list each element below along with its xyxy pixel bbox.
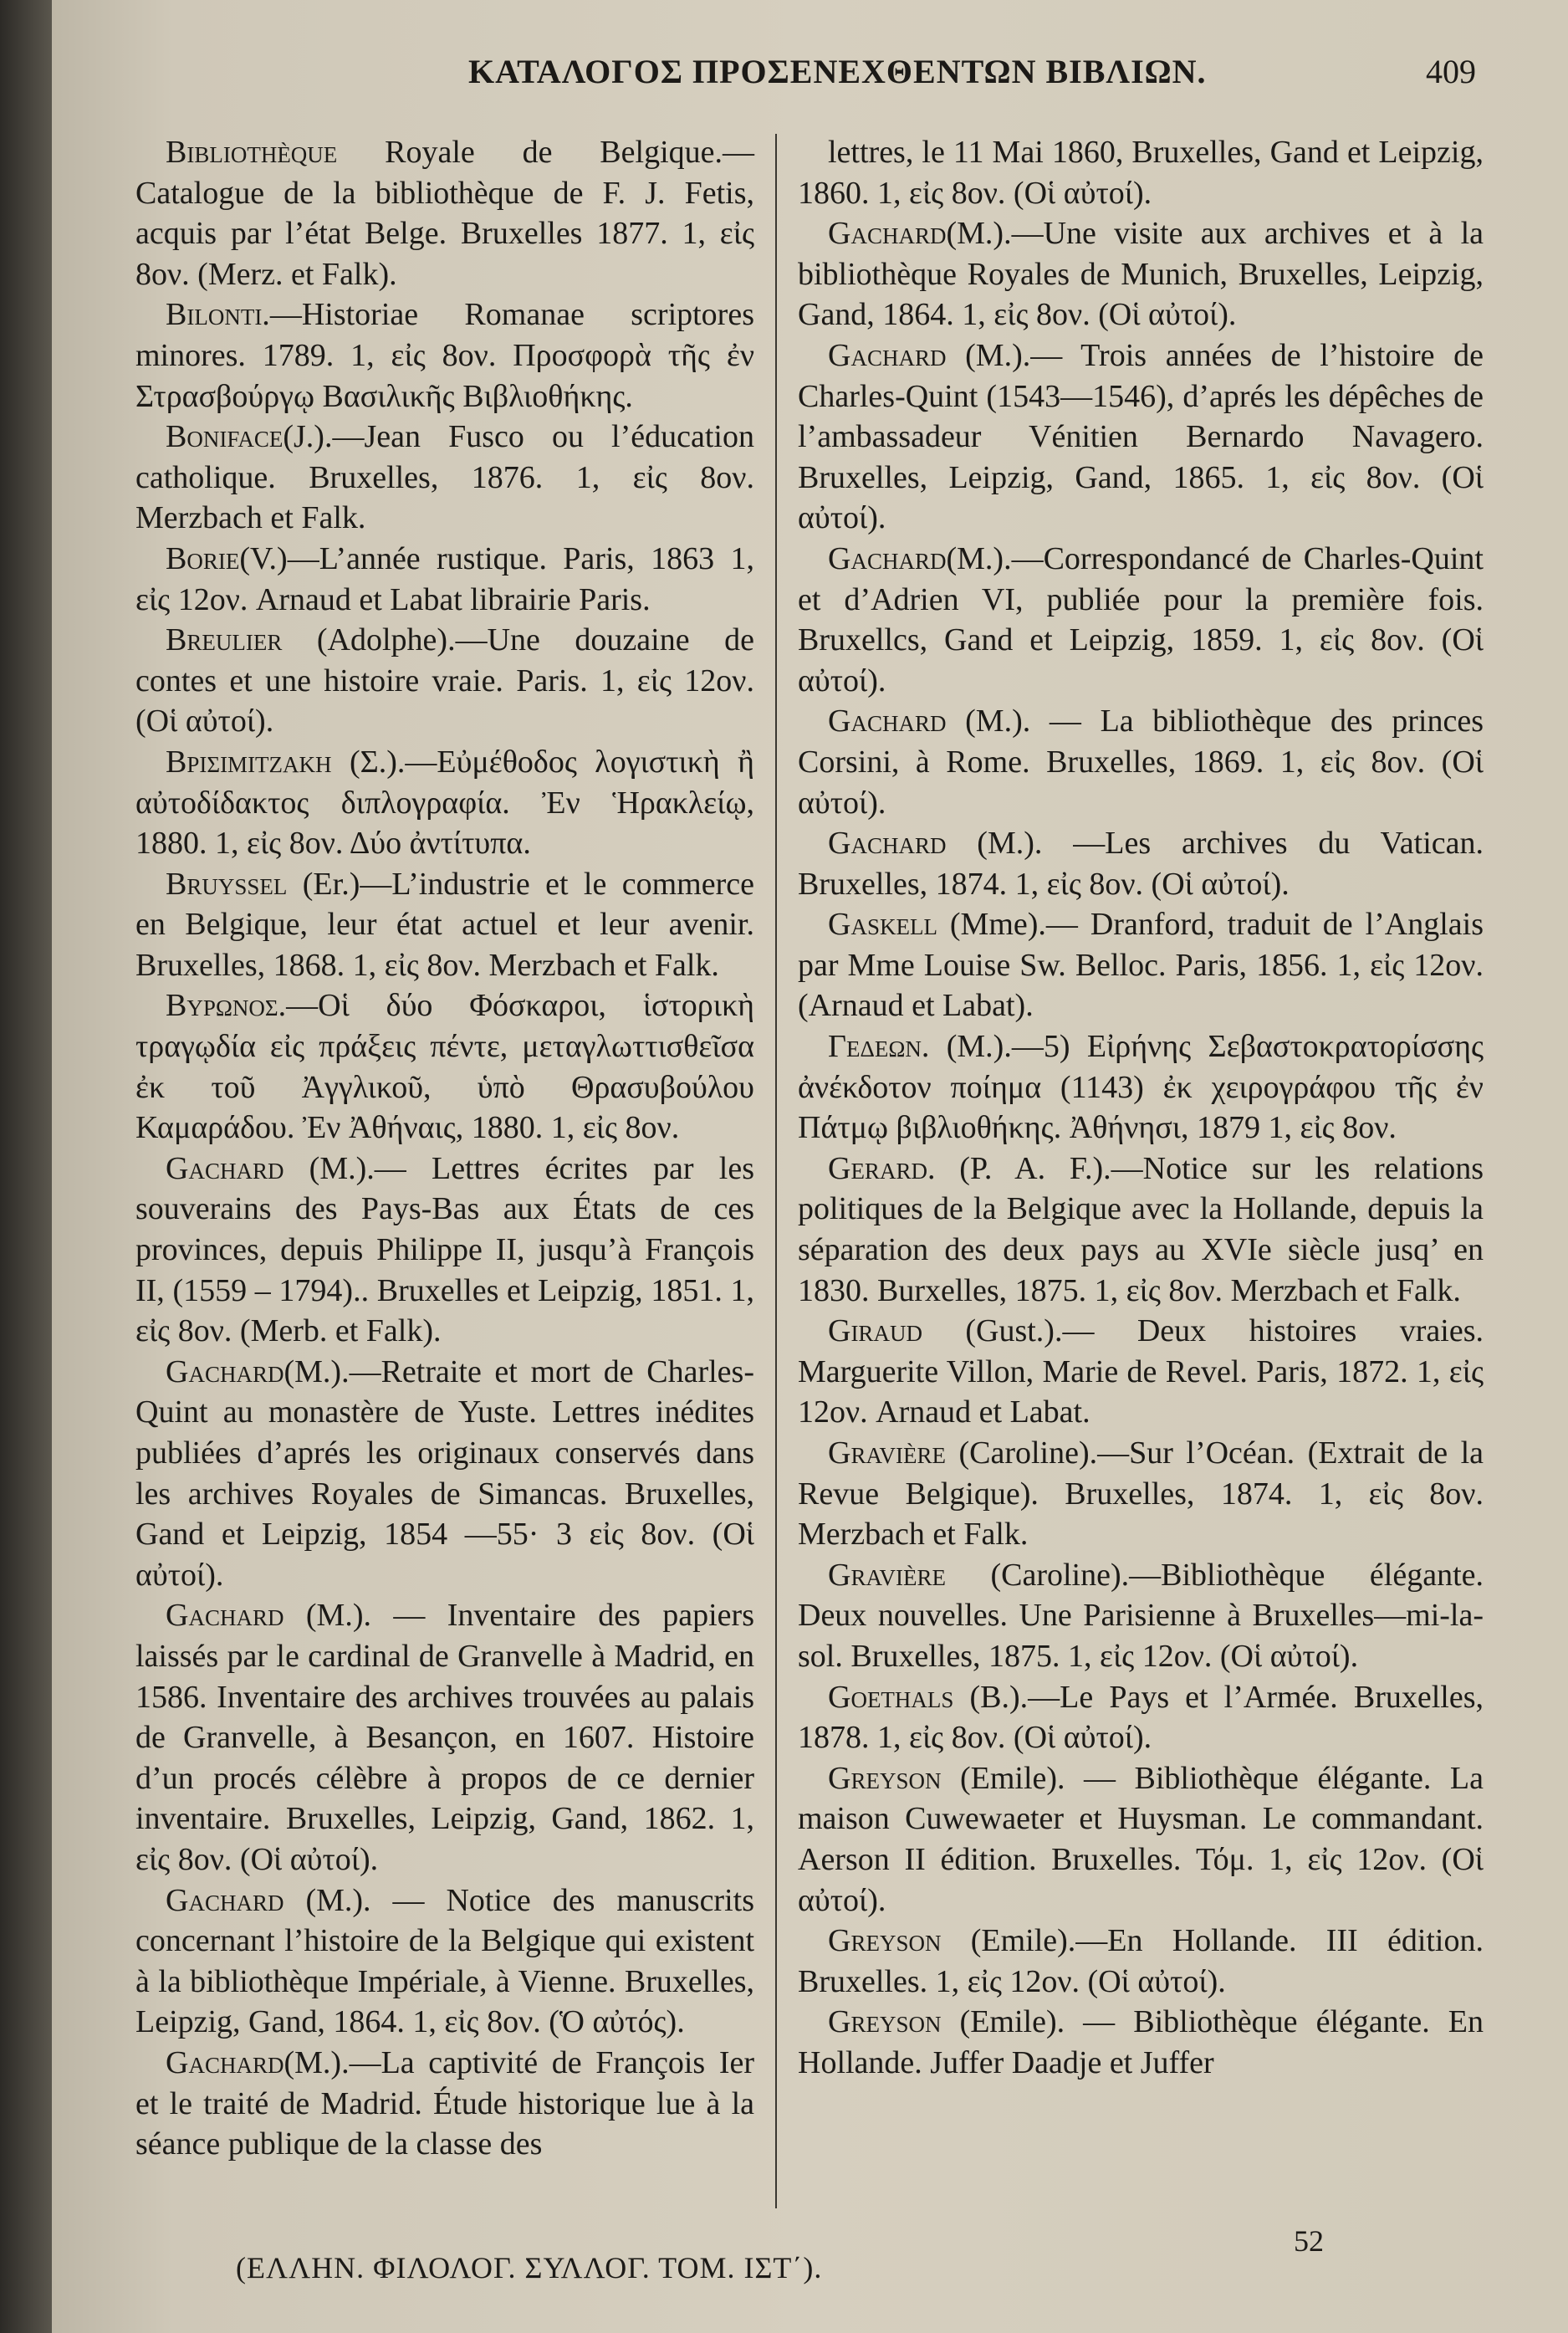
entry-text: (Σ.).—Εὐμέθοδος λογιστικὴ ἢ αὐτοδίδακτος διπλογραφία. Ἐν Ἡρακλείῳ, 1880. 1, εἰς 8ον. Δύο ἀντίτυπα. (135, 744, 754, 862)
entry-text: (J.).—Jean Fusco ou l’éducation catholique. Bruxelles, 1876. 1, εἰς 8ον. Merzbach et Falk. (135, 419, 754, 536)
entry-author: Goethals (828, 1679, 954, 1715)
entry-author: Gachard (828, 337, 947, 373)
catalog-entry (135, 1595, 754, 1880)
entry-text: (M.).—Une visite aux archives et à la bibliothèque Royales de Munich, Bruxelles, Leipzig, Gand, 1864. 1, εἰς 8ον. (Οἱ αὐτοί). (798, 216, 1484, 333)
running-head (52, 52, 1568, 102)
entry-author: Boniface (166, 419, 283, 455)
entry-author: Gravière (828, 1435, 946, 1471)
entry-text: (M.).—Retraite et mort de Charles-Quint au monastère de Yuste. Lettres inédites publiées d’aprés les originaux conservés dans les archives Royales de Simancas. Bruxelles, Gand et Leipzig, 1854 —55· 3 εἰς 8ον. (Οἱ αὐτοί). (135, 1353, 754, 1593)
catalog-entry (135, 985, 754, 1148)
entry-author: Gachard (166, 1150, 284, 1186)
entry-author: Gachard (166, 1598, 284, 1634)
entry-text: (Emile).—En Hollande. III édition. Bruxelles. 1, εἰς 12ον. (Οἱ αὐτοί). (798, 1923, 1484, 1999)
book-page (52, 0, 1568, 2333)
catalog-entry (798, 701, 1484, 823)
catalog-entry (798, 335, 1484, 539)
entry-author: Gachard (166, 1882, 284, 1918)
entry-text: (M.). — La bibliothèque des princes Corsini, à Rome. Bruxelles, 1869. 1, εἰς 8ον. (Οἱ αὐτοί). (798, 703, 1484, 821)
entry-text: (M.).— Trois années de l’histoire de Charles-Quint (1543—1546), d’aprés les dépêches de l’ambassadeur Vénitien Bernardo Navagero. Bruxelles, Leipzig, Gand, 1865. 1, εἰς 8ον. (Οἱ αὐτοί). (798, 337, 1484, 536)
entry-text: (M.).— Lettres écrites par les souverains des Pays-Bas aux États de ces provinces, depuis Philippe II, jusqu’à François II, (1559 – 1794).. Bruxelles et Leipzig, 1851. 1, εἰς 8ον. (Merb. et Falk). (135, 1150, 754, 1349)
entry-author: Greyson (828, 2004, 942, 2040)
catalog-entry (135, 417, 754, 539)
entry-text: —Οἱ δύο Φόσκαροι, ἱστορικὴ τραγῳδία εἰς πράξεις πέντε, μεταγλωττισθεῖσα ἐκ τοῦ Ἀγγλικοῦ, ὑπὸ Θρασυβούλου Καμαράδου. Ἐν Ἀθήναις, 1880. 1, εἰς 8ον. (135, 988, 754, 1146)
entry-text: (Mme).— Dranford, traduit de l’Anglais par Mme Louise Sw. Belloc. Paris, 1856. 1, εἰς 12ον. (Arnaud et Labat). (798, 907, 1484, 1024)
entry-author: Gachard (166, 2044, 284, 2080)
catalog-entry (135, 1880, 754, 2043)
entry-author: Gachard (828, 703, 947, 739)
catalog-entry (798, 1026, 1484, 1149)
entry-author: Breulier (166, 622, 283, 658)
catalog-entry (135, 294, 754, 417)
entry-author: Gachard (828, 540, 947, 576)
catalog-entry (798, 1921, 1484, 2002)
entry-text: (Adolphe).—Une douzaine de contes et une histoire vraie. Paris. 1, εἰς 12ον. (Οἱ αὐτοί). (135, 622, 754, 739)
entry-author: Gachard (828, 216, 947, 252)
entry-author: Gerard. (828, 1150, 936, 1186)
entry-author: Βυρωνος. (166, 988, 287, 1024)
catalog-entry (798, 1555, 1484, 1677)
catalog-entry (135, 742, 754, 864)
catalog-entry (135, 1352, 754, 1596)
entry-text: (M.).—La captivité de François Ier et le traité de Madrid. Étude historique lue à la séance publique de la classe des (135, 2044, 754, 2162)
catalog-entry (798, 539, 1484, 701)
book-spine (0, 0, 52, 2333)
catalog-entry (798, 132, 1484, 213)
entry-text: (B.).—Le Pays et l’Armée. Bruxelles, 1878. 1, εἰς 8ον. (Οἱ αὐτοί). (798, 1679, 1484, 1756)
entry-author: Bruyssel (166, 866, 288, 902)
entry-text: (M.). —Les archives du Vatican. Bruxelles, 1874. 1, εἰς 8ον. (Οἱ αὐτοί). (798, 826, 1484, 902)
entry-text: Royale de Belgique.—Catalogue de la bibliothèque de F. J. Fetis, acquis par l’état Belge. Bruxelles 1877. 1, εἰς 8ον. (Merz. et Falk). (135, 135, 754, 292)
entry-text: lettres, le 11 Mai 1860, Bruxelles, Gand et Leipzig, 1860. 1, εἰς 8ον. (Οἱ αὐτοί). (798, 135, 1484, 211)
left-column (135, 132, 754, 2165)
catalog-entry (798, 213, 1484, 335)
catalog-entry (135, 864, 754, 986)
catalog-entry (135, 620, 754, 742)
catalog-entry (135, 2043, 754, 2165)
catalog-entry (798, 1433, 1484, 1555)
entry-author: Greyson (828, 1923, 942, 1959)
entry-text: (Caroline).—Bibliothèque élégante. Deux nouvelles. Une Parisienne à Bruxelles—mi-la-sol. Bruxelles, 1875. 1, εἰς 12ον. (Οἱ αὐτοί). (798, 1557, 1484, 1674)
entry-text: (Er.)—L’industrie et le commerce en Belgique, leur état actuel et leur avenir. Bruxelles, 1868. 1, εἰς 8ον. Merzbach et Falk. (135, 866, 754, 983)
journal-footer: (ΕΛΛΗΝ. ΦΙΛΟΛΟΓ. ΣΥΛΛΟΓ. ΤΟΜ. ΙΣΤ΄). (236, 2251, 823, 2284)
page-number: 409 (1426, 53, 1476, 90)
entry-text: (M.). — Inventaire des papiers laissés par le cardinal de Granvelle à Madrid, en 1586. Inventaire des archives trouvées au palais de Granvelle, à Besançon, en 1607. Histoire d’un procés célèbre à propos de ce dernier inventaire. Bruxelles, Leipzig, Gand, 1862. 1, εἰς 8ον. (Οἱ αὐτοί). (135, 1598, 754, 1877)
catalog-entry (798, 1758, 1484, 1921)
entry-text: (Emile). — Bibliothèque élégante. La maison Cuwewaeter et Huysman. Le commandant. Aerson II édition. Bruxelles. Τόμ. 1, εἰς 12ον. (Οἱ αὐτοί). (798, 1760, 1484, 1918)
catalog-entry (798, 1677, 1484, 1758)
entry-author: Βρισιμιτζακη (166, 744, 332, 780)
entry-author: Gachard (828, 826, 947, 862)
catalog-entry (135, 1149, 754, 1352)
entry-author: Greyson (828, 1760, 942, 1796)
catalog-entry (798, 904, 1484, 1026)
entry-author: Bilonti. (166, 297, 270, 333)
entry-author: Γεδεων. (828, 1029, 930, 1065)
entry-text: (Emile). — Bibliothèque élégante. En Hollande. Juffer Daadje et Juffer (798, 2004, 1484, 2080)
running-title: ΚΑΤΑΛΟΓΟΣ ΠΡΟΣΕΝΕΧΘΕΝΤΩΝ ΒΙΒΛΙΩΝ. (468, 53, 1207, 90)
catalog-entry (135, 132, 754, 294)
entry-text: (P. A. F.).—Notice sur les relations politiques de la Belgique avec la Hollande, depuis la séparation des deux pays au XVIe siècle jusq’ en 1830. Burxelles, 1875. 1, εἰς 8ον. Merzbach et Falk. (798, 1150, 1484, 1308)
entry-author: Gachard (166, 1353, 284, 1389)
column-rule (775, 134, 777, 2208)
catalog-entry (798, 1149, 1484, 1311)
right-column (798, 132, 1484, 2084)
entry-author: Borie (166, 540, 240, 576)
entry-author: Gaskell (828, 907, 937, 943)
entry-text: (M.). — Notice des manuscrits concernant l’histoire de la Belgique qui existent à la bibliothèque Impériale, à Vienne. Bruxelles, Leipzig, Gand, 1864. 1, εἰς 8ον. (Ὁ αὐτός). (135, 1882, 754, 2040)
entry-text: (V.)—L’année rustique. Paris, 1863 1, εἰς 12ον. Arnaud et Labat librairie Paris. (135, 540, 754, 617)
entry-text: —Historiae Romanae scriptores minores. 1789. 1, εἰς 8ον. Προσφορὰ τῆς ἐν Στρασβούργῳ Βασιλικῆς Βιβλιοθήκης. (135, 297, 754, 414)
entry-text: (Caroline).—Sur l’Océan. (Extrait de la Revue Belgique). Bruxelles, 1874. 1, εἰς 8ον. Merzbach et Falk. (798, 1435, 1484, 1553)
entry-author: Gravière (828, 1557, 946, 1593)
catalog-entry (798, 1311, 1484, 1433)
signature-mark: 52 (1294, 2224, 1324, 2258)
entry-text: (Μ.).—5) Εἰρήνης Σεβαστοκρατορίσσης ἀνέκδοτον ποίημα (1143) ἐκ χειρογράφου τῆς ἐν Πάτμῳ βιβλιοθήκης. Ἀθήνησι, 1879 1, εἰς 8ον. (798, 1029, 1484, 1146)
catalog-entry (135, 539, 754, 620)
entry-author: Bibliothèque (166, 135, 338, 170)
entry-text: (M.).—Correspondancé de Charles-Quint et d’Adrien VI, publiée pour la première fois. Bruxellcs, Gand et Leipzig, 1859. 1, εἰς 8ον. (Οἱ αὐτοί). (798, 540, 1484, 698)
entry-text: (Gust.).— Deux histoires vraies. Marguerite Villon, Marie de Revel. Paris, 1872. 1, εἰς 12ον. Arnaud et Labat. (798, 1313, 1484, 1430)
catalog-entry (798, 823, 1484, 904)
entry-author: Giraud (828, 1313, 922, 1349)
catalog-entry (798, 2002, 1484, 2083)
